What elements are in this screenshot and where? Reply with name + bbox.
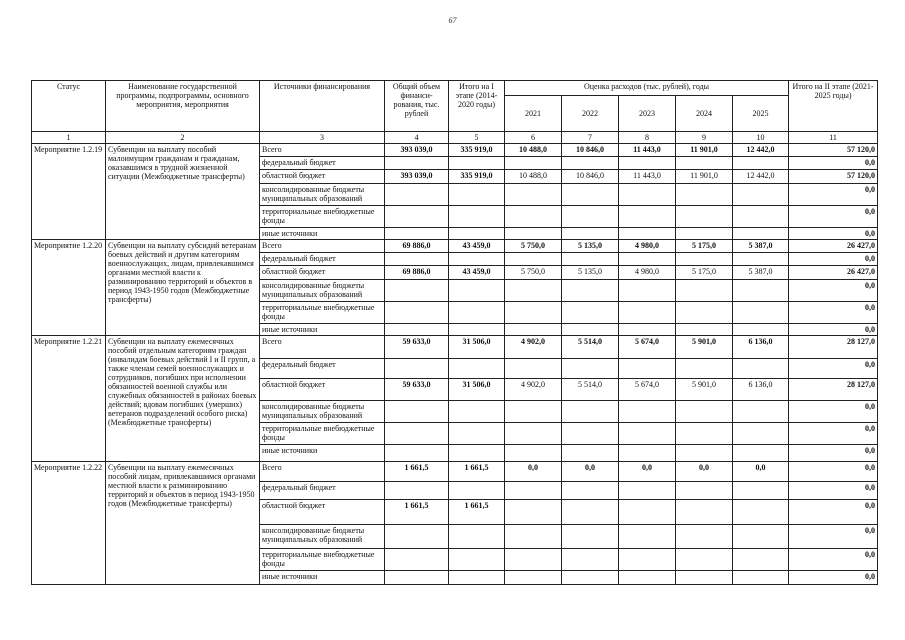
year-2024-cell <box>676 324 733 336</box>
column-number: 9 <box>676 132 733 144</box>
header-total: Общий объем финанси-рования, тыс. рублей <box>385 81 449 132</box>
funding-source-cell: Всего <box>260 144 385 157</box>
funding-source-cell: иные источники <box>260 228 385 240</box>
total-cell <box>385 324 449 336</box>
total-cell: 393 039,0 <box>385 170 449 184</box>
year-2022-cell <box>562 324 619 336</box>
stage2-cell: 26 427,0 <box>789 240 878 253</box>
status-cell: Мероприятие 1.2.19 <box>32 144 106 240</box>
funding-source-cell: консолидированные бюджеты муниципальных образований <box>260 184 385 206</box>
year-2025-cell <box>733 571 789 585</box>
stage2-cell: 0,0 <box>789 482 878 500</box>
funding-source-cell: территориальные внебюджетные фонды <box>260 549 385 571</box>
total-cell: 1 661,5 <box>385 500 449 525</box>
status-cell: Мероприятие 1.2.20 <box>32 240 106 336</box>
year-2021-cell <box>505 184 562 206</box>
year-2022-cell <box>562 302 619 324</box>
stage1-cell <box>449 571 505 585</box>
year-2024-cell <box>676 302 733 324</box>
stage2-cell: 0,0 <box>789 157 878 170</box>
year-2022-cell: 10 846,0 <box>562 170 619 184</box>
header-stage2: Итого на II этапе (2021-2025 годы) <box>789 81 878 132</box>
activity-name-cell: Субвенции на выплату ежемесячных пособий отдельным категориям граждан (инвалидам боевых действий I и II групп, а также членам семей военнослужащих и сотрудников, погибших при исполнении обязанностей военной службы или служебных обязанностей в районах боевых действий; вдовам погибших (умерших) ветеранов подразделений особого риска) (Межбюджетные трансферты) <box>106 336 260 462</box>
year-2021-cell <box>505 206 562 228</box>
total-cell <box>385 571 449 585</box>
year-2023-cell: 5 674,0 <box>619 379 676 401</box>
year-2022-cell <box>562 500 619 525</box>
year-2023-cell <box>619 525 676 549</box>
year-2021-cell: 0,0 <box>505 462 562 482</box>
year-2022-cell <box>562 401 619 423</box>
stage2-cell: 0,0 <box>789 462 878 482</box>
stage2-cell: 0,0 <box>789 184 878 206</box>
year-2021-cell <box>505 280 562 302</box>
year-2023-cell <box>619 359 676 379</box>
funding-source-cell: территориальные внебюджетные фонды <box>260 302 385 324</box>
funding-source-cell: консолидированные бюджеты муниципальных образований <box>260 401 385 423</box>
year-2025-cell <box>733 157 789 170</box>
table-row <box>32 336 878 359</box>
year-2022-cell: 5 514,0 <box>562 379 619 401</box>
stage2-cell: 0,0 <box>789 500 878 525</box>
year-2024-cell: 5 175,0 <box>676 240 733 253</box>
year-2022-cell: 10 846,0 <box>562 144 619 157</box>
funding-source-cell: областной бюджет <box>260 170 385 184</box>
year-2023-cell <box>619 549 676 571</box>
year-2024-cell: 11 901,0 <box>676 144 733 157</box>
year-2023-cell <box>619 184 676 206</box>
year-2021-cell <box>505 302 562 324</box>
funding-source-cell: областной бюджет <box>260 379 385 401</box>
stage1-cell <box>449 184 505 206</box>
column-number: 2 <box>106 132 260 144</box>
year-2024-cell <box>676 253 733 266</box>
year-2022-cell <box>562 157 619 170</box>
stage1-cell <box>449 482 505 500</box>
status-cell: Мероприятие 1.2.22 <box>32 462 106 585</box>
stage1-cell <box>449 525 505 549</box>
stage1-cell: 31 506,0 <box>449 336 505 359</box>
total-cell: 393 039,0 <box>385 144 449 157</box>
stage2-cell: 0,0 <box>789 280 878 302</box>
stage2-cell: 57 120,0 <box>789 170 878 184</box>
stage1-cell: 335 919,0 <box>449 144 505 157</box>
total-cell <box>385 280 449 302</box>
year-2023-cell <box>619 228 676 240</box>
table-row <box>32 462 878 482</box>
year-2021-cell <box>505 401 562 423</box>
year-2021-cell: 4 902,0 <box>505 379 562 401</box>
year-2021-cell: 10 488,0 <box>505 170 562 184</box>
funding-source-cell: территориальные внебюджетные фонды <box>260 423 385 445</box>
year-2021-cell: 10 488,0 <box>505 144 562 157</box>
year-2022-cell: 5 514,0 <box>562 336 619 359</box>
funding-source-cell: иные источники <box>260 571 385 585</box>
year-2024-cell <box>676 359 733 379</box>
stage2-cell: 0,0 <box>789 324 878 336</box>
stage2-cell: 0,0 <box>789 549 878 571</box>
stage1-cell <box>449 423 505 445</box>
year-2025-cell <box>733 184 789 206</box>
year-2023-cell <box>619 280 676 302</box>
year-2021-cell <box>505 324 562 336</box>
year-2025-cell: 6 136,0 <box>733 336 789 359</box>
total-cell <box>385 423 449 445</box>
header-estimate: Оценка расходов (тыс. рублей), годы <box>505 81 789 96</box>
year-2025-cell <box>733 228 789 240</box>
header-year: 2024 <box>676 96 733 132</box>
column-number: 8 <box>619 132 676 144</box>
year-2024-cell <box>676 549 733 571</box>
year-2022-cell <box>562 184 619 206</box>
year-2024-cell <box>676 157 733 170</box>
year-2021-cell: 5 750,0 <box>505 240 562 253</box>
total-cell <box>385 525 449 549</box>
year-2022-cell <box>562 228 619 240</box>
year-2023-cell <box>619 157 676 170</box>
funding-source-cell: Всего <box>260 462 385 482</box>
year-2022-cell <box>562 549 619 571</box>
year-2025-cell <box>733 359 789 379</box>
column-numbers-row <box>32 132 878 144</box>
year-2024-cell <box>676 445 733 462</box>
stage1-cell <box>449 549 505 571</box>
stage2-cell: 0,0 <box>789 525 878 549</box>
total-cell: 69 886,0 <box>385 240 449 253</box>
funding-source-cell: иные источники <box>260 324 385 336</box>
year-2025-cell <box>733 324 789 336</box>
year-2021-cell: 4 902,0 <box>505 336 562 359</box>
year-2024-cell <box>676 228 733 240</box>
total-cell: 59 633,0 <box>385 379 449 401</box>
total-cell <box>385 359 449 379</box>
column-number: 3 <box>260 132 385 144</box>
year-2022-cell <box>562 253 619 266</box>
year-2023-cell: 4 980,0 <box>619 240 676 253</box>
year-2022-cell: 5 135,0 <box>562 240 619 253</box>
stage1-cell <box>449 206 505 228</box>
year-2024-cell <box>676 184 733 206</box>
stage2-cell: 28 127,0 <box>789 336 878 359</box>
page-number: 67 <box>448 16 457 25</box>
stage1-cell <box>449 359 505 379</box>
status-cell: Мероприятие 1.2.21 <box>32 336 106 462</box>
total-cell <box>385 445 449 462</box>
funding-source-cell: федеральный бюджет <box>260 157 385 170</box>
stage1-cell: 1 661,5 <box>449 462 505 482</box>
stage1-cell: 335 919,0 <box>449 170 505 184</box>
year-2021-cell <box>505 525 562 549</box>
year-2024-cell: 0,0 <box>676 462 733 482</box>
total-cell <box>385 482 449 500</box>
year-2021-cell <box>505 482 562 500</box>
year-2023-cell <box>619 482 676 500</box>
year-2024-cell <box>676 280 733 302</box>
budget-table <box>31 80 878 585</box>
year-2025-cell: 5 387,0 <box>733 240 789 253</box>
stage1-cell: 31 506,0 <box>449 379 505 401</box>
stage1-cell: 43 459,0 <box>449 266 505 280</box>
header-name: Наименование государственной программы, подпрограммы, основного мероприятия, мероприятия <box>106 81 260 132</box>
stage1-cell <box>449 302 505 324</box>
header-year: 2023 <box>619 96 676 132</box>
stage2-cell: 0,0 <box>789 571 878 585</box>
year-2022-cell: 0,0 <box>562 462 619 482</box>
activity-name-cell: Субвенции на выплату ежемесячных пособий лицам, привлекавшимся органами местной власти к разминированию территорий и объектов в период 1943-1950 годов (Межбюджетные трансферты) <box>106 462 260 585</box>
year-2021-cell <box>505 445 562 462</box>
stage2-cell: 0,0 <box>789 253 878 266</box>
year-2021-cell <box>505 571 562 585</box>
column-number: 5 <box>449 132 505 144</box>
year-2023-cell <box>619 401 676 423</box>
total-cell <box>385 401 449 423</box>
header-stage1: Итого на I этапе (2014-2020 годы) <box>449 81 505 132</box>
stage2-cell: 57 120,0 <box>789 144 878 157</box>
table-row <box>32 144 878 157</box>
stage1-cell <box>449 401 505 423</box>
header-year: 2021 <box>505 96 562 132</box>
header-source: Источники финансирования <box>260 81 385 132</box>
year-2024-cell: 5 175,0 <box>676 266 733 280</box>
year-2025-cell <box>733 445 789 462</box>
year-2023-cell: 0,0 <box>619 462 676 482</box>
stage1-cell <box>449 324 505 336</box>
column-number: 4 <box>385 132 449 144</box>
year-2023-cell <box>619 302 676 324</box>
stage1-cell: 1 661,5 <box>449 500 505 525</box>
year-2024-cell <box>676 500 733 525</box>
funding-source-cell: иные источники <box>260 445 385 462</box>
year-2025-cell <box>733 500 789 525</box>
stage2-cell: 0,0 <box>789 206 878 228</box>
year-2025-cell <box>733 302 789 324</box>
year-2021-cell <box>505 549 562 571</box>
year-2023-cell <box>619 571 676 585</box>
year-2021-cell <box>505 157 562 170</box>
total-cell <box>385 184 449 206</box>
column-number: 6 <box>505 132 562 144</box>
year-2025-cell: 5 387,0 <box>733 266 789 280</box>
header-year: 2025 <box>733 96 789 132</box>
total-cell <box>385 302 449 324</box>
year-2025-cell <box>733 525 789 549</box>
header-row <box>32 81 878 96</box>
stage1-cell <box>449 280 505 302</box>
year-2023-cell: 11 443,0 <box>619 144 676 157</box>
year-2024-cell <box>676 423 733 445</box>
year-2022-cell <box>562 445 619 462</box>
year-2021-cell: 5 750,0 <box>505 266 562 280</box>
year-2023-cell <box>619 253 676 266</box>
funding-source-cell: Всего <box>260 336 385 359</box>
column-number: 11 <box>789 132 878 144</box>
year-2021-cell <box>505 359 562 379</box>
year-2025-cell: 6 136,0 <box>733 379 789 401</box>
total-cell: 69 886,0 <box>385 266 449 280</box>
stage2-cell: 0,0 <box>789 445 878 462</box>
stage2-cell: 26 427,0 <box>789 266 878 280</box>
year-2023-cell <box>619 500 676 525</box>
year-2025-cell <box>733 280 789 302</box>
funding-source-cell: федеральный бюджет <box>260 359 385 379</box>
stage1-cell: 43 459,0 <box>449 240 505 253</box>
year-2021-cell <box>505 423 562 445</box>
funding-source-cell: территориальные внебюджетные фонды <box>260 206 385 228</box>
year-2023-cell: 11 443,0 <box>619 170 676 184</box>
table-row <box>32 240 878 253</box>
total-cell <box>385 253 449 266</box>
year-2024-cell: 5 901,0 <box>676 336 733 359</box>
year-2025-cell <box>733 253 789 266</box>
year-2024-cell: 5 901,0 <box>676 379 733 401</box>
year-2021-cell <box>505 228 562 240</box>
year-2022-cell <box>562 482 619 500</box>
funding-source-cell: областной бюджет <box>260 500 385 525</box>
year-2024-cell <box>676 571 733 585</box>
column-number: 10 <box>733 132 789 144</box>
stage2-cell: 0,0 <box>789 228 878 240</box>
year-2025-cell <box>733 482 789 500</box>
year-2025-cell <box>733 423 789 445</box>
total-cell: 1 661,5 <box>385 462 449 482</box>
year-2022-cell <box>562 206 619 228</box>
funding-source-cell: Всего <box>260 240 385 253</box>
stage1-cell <box>449 253 505 266</box>
year-2023-cell <box>619 445 676 462</box>
funding-source-cell: консолидированные бюджеты муниципальных образований <box>260 525 385 549</box>
year-2024-cell <box>676 206 733 228</box>
year-2025-cell: 12 442,0 <box>733 144 789 157</box>
stage2-cell: 0,0 <box>789 302 878 324</box>
total-cell <box>385 228 449 240</box>
column-number: 7 <box>562 132 619 144</box>
funding-source-cell: консолидированные бюджеты муниципальных образований <box>260 280 385 302</box>
funding-source-cell: федеральный бюджет <box>260 253 385 266</box>
year-2023-cell <box>619 206 676 228</box>
year-2024-cell <box>676 525 733 549</box>
stage1-cell <box>449 157 505 170</box>
year-2022-cell <box>562 280 619 302</box>
total-cell <box>385 157 449 170</box>
activity-name-cell: Субвенции на выплату пособий малоимущим гражданам и гражданам, оказавшимся в трудной жизненной ситуации (Межбюджетные трансферты) <box>106 144 260 240</box>
year-2023-cell: 4 980,0 <box>619 266 676 280</box>
total-cell <box>385 549 449 571</box>
year-2022-cell <box>562 571 619 585</box>
year-2022-cell <box>562 359 619 379</box>
stage2-cell: 0,0 <box>789 423 878 445</box>
year-2025-cell <box>733 401 789 423</box>
header-year: 2022 <box>562 96 619 132</box>
year-2022-cell <box>562 423 619 445</box>
year-2024-cell: 11 901,0 <box>676 170 733 184</box>
year-2023-cell: 5 674,0 <box>619 336 676 359</box>
year-2022-cell: 5 135,0 <box>562 266 619 280</box>
total-cell: 59 633,0 <box>385 336 449 359</box>
year-2025-cell: 0,0 <box>733 462 789 482</box>
year-2024-cell <box>676 482 733 500</box>
year-2025-cell: 12 442,0 <box>733 170 789 184</box>
column-number: 1 <box>32 132 106 144</box>
funding-source-cell: федеральный бюджет <box>260 482 385 500</box>
stage1-cell <box>449 228 505 240</box>
header-status: Статус <box>32 81 106 132</box>
year-2021-cell <box>505 500 562 525</box>
year-2025-cell <box>733 206 789 228</box>
year-2025-cell <box>733 549 789 571</box>
stage2-cell: 28 127,0 <box>789 379 878 401</box>
year-2023-cell <box>619 423 676 445</box>
year-2024-cell <box>676 401 733 423</box>
stage2-cell: 0,0 <box>789 359 878 379</box>
stage1-cell <box>449 445 505 462</box>
year-2023-cell <box>619 324 676 336</box>
funding-source-cell: областной бюджет <box>260 266 385 280</box>
activity-name-cell: Субвенции на выплату субсидий ветеранам боевых действий и другим категориям военнослужащих, лицам, привлекавшимся органами местной власти к разминированию территорий и объектов в период 1943-1950 годов (Межбюджетные трансферты) <box>106 240 260 336</box>
year-2022-cell <box>562 525 619 549</box>
year-2021-cell <box>505 253 562 266</box>
total-cell <box>385 206 449 228</box>
stage2-cell: 0,0 <box>789 401 878 423</box>
